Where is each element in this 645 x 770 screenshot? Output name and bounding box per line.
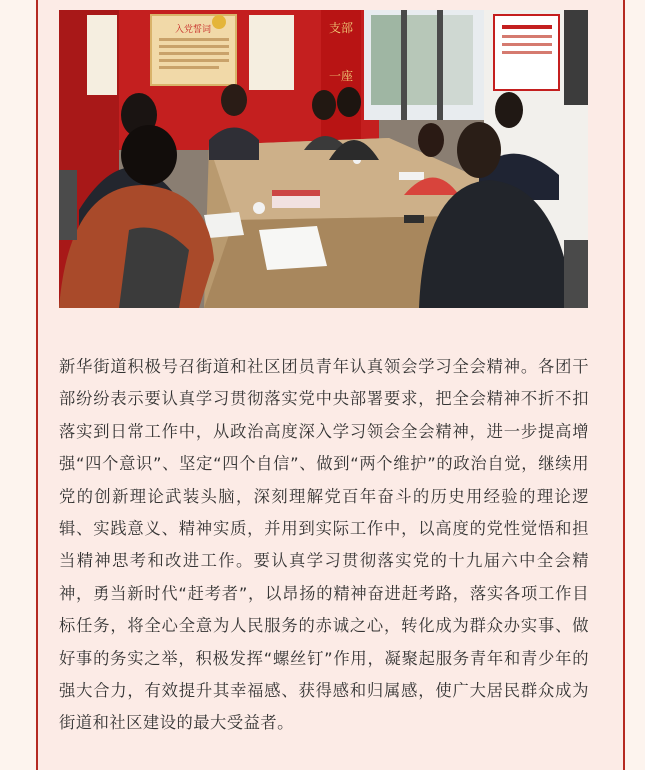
meeting-photo <box>59 10 588 308</box>
poster-title: 入党誓词 <box>174 25 212 35</box>
side-banner-text-2: 一座 <box>328 69 354 83</box>
side-banner-text: 支部 <box>328 21 354 35</box>
article-paragraph: 新华街道积极号召街道和社区团员青年认真领会学习全会精神。各团干部纷纷表示要认真学习贯彻落实党中央部署要求，把全会精神不折不扣落实到日常工作中，从政治高度深入学习领会全会精神，进一步提高增强“四个意识”、坚定“四个自信”、做到“两个维护”的政治自觉，继续用党的创新理论武装头脑，深刻理解党百年奋斗的历史用经验的理论逻辑、实践意义、精神实质，并用到实际工作中，以高度的党性觉悟和担当精神思考和改进工作。要认真学习贯彻落实党的十九届六中全会精神，勇当新时代“赶考者”，以昂扬的精神奋进赶考路，落实各项工作目标任务，将全心全意为人民服务的赤诚之心，转化成为群众办实事、做好事的务实之举，积极发挥“螺丝钉”作用，凝聚起服务青年和青少年的强大合力，有效提升其幸福感、获得感和归属感，使广大居民群众成为街道和社区建设的最大受益者。 <box>59 357 589 733</box>
right-border-line <box>623 0 625 770</box>
